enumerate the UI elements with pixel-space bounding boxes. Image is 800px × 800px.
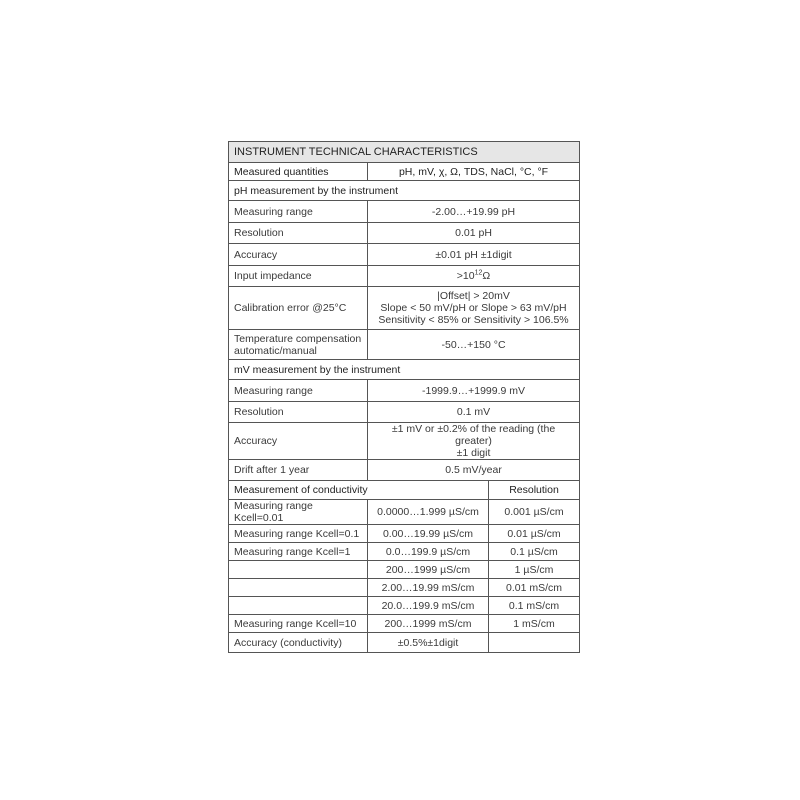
table-row: [229, 525, 580, 543]
resolution-cell: 0.1 µS/cm: [489, 543, 580, 561]
resolution-cell: 0.1 mS/cm: [489, 597, 580, 615]
row-label: Accuracy: [229, 423, 368, 460]
cal-line: Sensitivity < 85% or Sensitivity > 106.5%: [378, 314, 569, 326]
table-row: [229, 460, 580, 481]
table-row: [229, 579, 580, 597]
impedance-exponent: 12: [474, 269, 483, 277]
impedance-unit: Ω: [482, 270, 491, 282]
row-label: [229, 330, 368, 360]
row-value: -2.00…+19.99 pH: [368, 201, 580, 223]
range-cell: 20.0…199.9 mS/cm: [368, 597, 489, 615]
row-label-line: Temperature compensation: [234, 332, 362, 345]
row-label-line: automatic/manual: [234, 344, 317, 357]
row-value: 0.1 mV: [368, 402, 580, 423]
row-label: Measuring range Kcell=0.1: [229, 525, 368, 543]
table-row: [229, 597, 580, 615]
technical-characteristics-table: [228, 141, 580, 653]
resolution-cell: 1 µS/cm: [489, 561, 580, 579]
resolution-cell: 0.01 µS/cm: [489, 525, 580, 543]
row-value: -50…+150 °C: [368, 330, 580, 360]
row-label: Measuring range: [229, 380, 368, 402]
table-title: INSTRUMENT TECHNICAL CHARACTERISTICS: [229, 142, 580, 163]
section-header-row: [229, 360, 580, 380]
resolution-cell: 0.01 mS/cm: [489, 579, 580, 597]
resolution-header: Resolution: [489, 481, 580, 500]
row-label: Calibration error @25°C: [229, 287, 368, 330]
measured-quantities-row: [229, 163, 580, 181]
row-label: Input impedance: [229, 266, 368, 287]
row-value: 0.01 pH: [368, 223, 580, 244]
range-cell: 0.00…19.99 µS/cm: [368, 525, 489, 543]
row-label: Measuring range Kcell=1: [229, 543, 368, 561]
section-header-row: [229, 181, 580, 201]
table-row: [229, 402, 580, 423]
table-row: [229, 633, 580, 653]
ph-section-title: pH measurement by the instrument: [229, 181, 580, 201]
row-label: Resolution: [229, 402, 368, 423]
table-row: [229, 287, 580, 330]
row-label: Accuracy (conductivity): [229, 633, 368, 653]
range-cell: 0.0…199.9 µS/cm: [368, 543, 489, 561]
measured-quantities-label: Measured quantities: [229, 163, 368, 181]
measured-quantities-value: pH, mV, χ, Ω, TDS, NaCl, °C, °F: [368, 163, 580, 181]
value-line: ±1 mV or ±0.2% of the reading (the greater): [391, 423, 556, 447]
table-row: [229, 423, 580, 460]
table-row: [229, 201, 580, 223]
cal-line: |Offset| > 20mV: [437, 290, 510, 302]
row-value: [368, 287, 580, 330]
cond-section-title: Measurement of conductivity: [229, 481, 489, 500]
row-label: [229, 597, 368, 615]
table-row: [229, 500, 580, 525]
row-value: [368, 423, 580, 460]
table-row: [229, 244, 580, 266]
row-value: [368, 266, 580, 287]
resolution-cell: 1 mS/cm: [489, 615, 580, 633]
row-label: Resolution: [229, 223, 368, 244]
table-row: [229, 266, 580, 287]
range-cell: 0.0000…1.999 µS/cm: [368, 500, 489, 525]
row-value: ±0.01 pH ±1digit: [368, 244, 580, 266]
table-row: [229, 223, 580, 244]
row-label: Accuracy: [229, 244, 368, 266]
row-value: -1999.9…+1999.9 mV: [368, 380, 580, 402]
table-row: [229, 561, 580, 579]
row-value: 0.5 mV/year: [368, 460, 580, 481]
empty-cell: [489, 633, 580, 653]
table-row: [229, 380, 580, 402]
row-label: Measuring range Kcell=10: [229, 615, 368, 633]
section-header-row: [229, 481, 580, 500]
table-row: [229, 330, 580, 360]
cal-line: Slope < 50 mV/pH or Slope > 63 mV/pH: [380, 302, 567, 314]
table-title-row: [229, 142, 580, 163]
resolution-cell: 0.001 µS/cm: [489, 500, 580, 525]
table-row: [229, 615, 580, 633]
row-label: Measuring range Kcell=0.01: [229, 500, 368, 525]
row-label: [229, 561, 368, 579]
range-cell: 2.00…19.99 mS/cm: [368, 579, 489, 597]
range-cell: 200…1999 mS/cm: [368, 615, 489, 633]
table-row: [229, 543, 580, 561]
value-line: ±1 digit: [456, 447, 491, 459]
row-label: Measuring range: [229, 201, 368, 223]
range-cell: ±0.5%±1digit: [368, 633, 489, 653]
range-cell: 200…1999 µS/cm: [368, 561, 489, 579]
mv-section-title: mV measurement by the instrument: [229, 360, 580, 380]
impedance-base: >10: [456, 270, 475, 282]
row-label: Drift after 1 year: [229, 460, 368, 481]
row-label: [229, 579, 368, 597]
